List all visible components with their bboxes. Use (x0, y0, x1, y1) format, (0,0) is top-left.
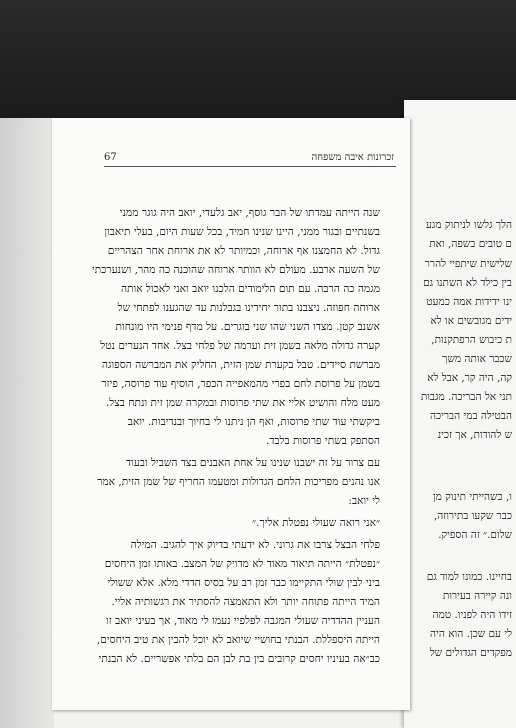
facing-line: שלום.״ זה הספיק. (438, 529, 512, 541)
facing-line: ם טובים בשפה, ואת (429, 238, 512, 250)
facing-line: ונה קיירה בעירות (442, 590, 512, 602)
paragraph-line: ביקשתי עוד שתי פרוסות, ואף הן ניתנו לי בחיוך ובנדיבות. יואב (127, 416, 380, 428)
facing-line: ו, כשהייתי תינוק מן (432, 491, 512, 503)
paragraph-line: מגמה כה הרבה. עם תום הלימודים הלכנו יואב ואני לאכול אותה (120, 283, 380, 295)
paragraph-line: אשנב קטן. מצדו השני שהו שני בוגרים. על מדף פנימי היו מונחות (115, 321, 380, 333)
paragraph-line: מעט מלח והושיט אליי את שתי פרוסות ובמקרה שמן זית ונתח בצל. (105, 397, 380, 409)
facing-line: ת כיבוש הרפתקנות, (431, 334, 512, 346)
facing-line: הלך גלשו לניתוק מגע (425, 219, 512, 231)
paragraph-line: בשמן על פרוסת לחם בפרי מהמאפייה הכפר, הוסיף עוד פרוסה, פיזר (101, 378, 380, 390)
facing-line: כבר שקעו בתירוזה, (433, 510, 512, 522)
paragraph-line: כב״אה בעיניו יחסים קרובים בין בת לבן הם בלתי אפשריים. לא הבנתי (98, 653, 380, 665)
paragraph-line: גדול. לא החמצנו אף ארוחה, וכמיותר לא את ארוחת אחר הצהריים (107, 245, 380, 257)
facing-line: שכבר אותה משך (442, 353, 512, 365)
page-header (104, 152, 400, 166)
facing-line: תני אל הבריכה. מגבות (420, 391, 512, 403)
paragraph-line: העניין ההדדיה שעולי המגבה לפלפיי נעמו לי מאוד, אך בעיני יואב זו (106, 615, 380, 627)
page-number: 67 (104, 152, 117, 163)
facing-line: קה, היה קר, אבל לא (427, 372, 512, 384)
paragraph-line: קערה גדולה מלאה בשמן זית וערמה של פלחי בצל. אחד הנערים נטל (100, 340, 380, 352)
facing-line: מפקדים הגדולים של (429, 647, 512, 659)
facing-line: הבטילה במי הבריכה (429, 410, 512, 422)
facing-line: ש להודות, אך זכינ (437, 429, 512, 441)
paragraph-line: עם צרור על זה ישבנו שנינו על אחת האבנים בצד השביל ובעוד (126, 457, 380, 469)
facing-page (404, 100, 516, 728)
paragraph-line: לי יואב: (348, 495, 380, 507)
facing-line: לי עם שכן. הוא היה (430, 628, 512, 640)
paragraph-line: המיד הייתה פתוחה יותר ולא התאמצה להסתיר את רגשותיה אליי. (111, 596, 380, 608)
paragraph-line: ביני לבין שולי התקיימו כבר זמן רב על בסיס הדדי מלא. אלא ששולי (107, 577, 380, 589)
paragraph-line: ״נפטלת״ הייתה תיאור מאוד לא מדויק של המצב. באותו זמן היחסים (104, 558, 380, 570)
facing-line: ידים מגובשים או לא (430, 315, 512, 327)
facing-line: בחיינו. כמונו למוד גם (426, 571, 512, 583)
facing-line: ינו ידידות אמה כמעט (426, 296, 512, 308)
book-page (52, 118, 410, 710)
paragraph-line: הסתפק בשתי פרוסות בלבד. (265, 435, 380, 447)
paragraph-line: מברשת סיידים. טבל בקערת שמן הזית, החליק את המברשה הספוגה (101, 359, 380, 371)
paragraph-line: הייתה היספללת. הבנתי בחושיי שיואב לא יוכל להבין את טיב היחסים, (96, 634, 380, 646)
paragraph-line: אנו נהנים מפריכות הלחם הגדולות ומטעמו החריף של שמן הזית, אמר (97, 476, 380, 488)
facing-line: זידו היה לפניו. טמה (432, 609, 512, 621)
paragraph-line: שנה הייתה עמדתו של הבר גוסף, יאב גלעדי, יואב היה גוגר ממני (119, 207, 380, 219)
paragraph-line: של השעה ארבע. מעולם לא הוותר ארוחה שהוכנה כה מהר, ושנערכתי (91, 264, 380, 276)
paragraph-line: פלחי הבצל צרבו את גרוני. לא ידעתי בדיוק איך להגיב. המילה (130, 539, 380, 551)
paragraph-line: בשנתיים ובגור ממני, היינו שנינו חמיד, בכל שעות היום, בעלי תיאבון (104, 226, 380, 238)
header-divider (104, 166, 396, 167)
facing-line: שלישית שיתפיי להרר (424, 258, 512, 270)
quote-line: ״אני רואה שעולי נפטלת אליך.״ (252, 517, 380, 529)
running-title: זכרונות איבה משפחה (311, 152, 394, 163)
facing-line: בין כילד לא השתנו גם (423, 277, 512, 289)
paragraph-line: ארוחה חפוזה. ניצבנו בתור יחידינו בגבלנות עד שהגענו לפתחי של (117, 302, 380, 314)
book-edge-shadow (0, 118, 54, 728)
